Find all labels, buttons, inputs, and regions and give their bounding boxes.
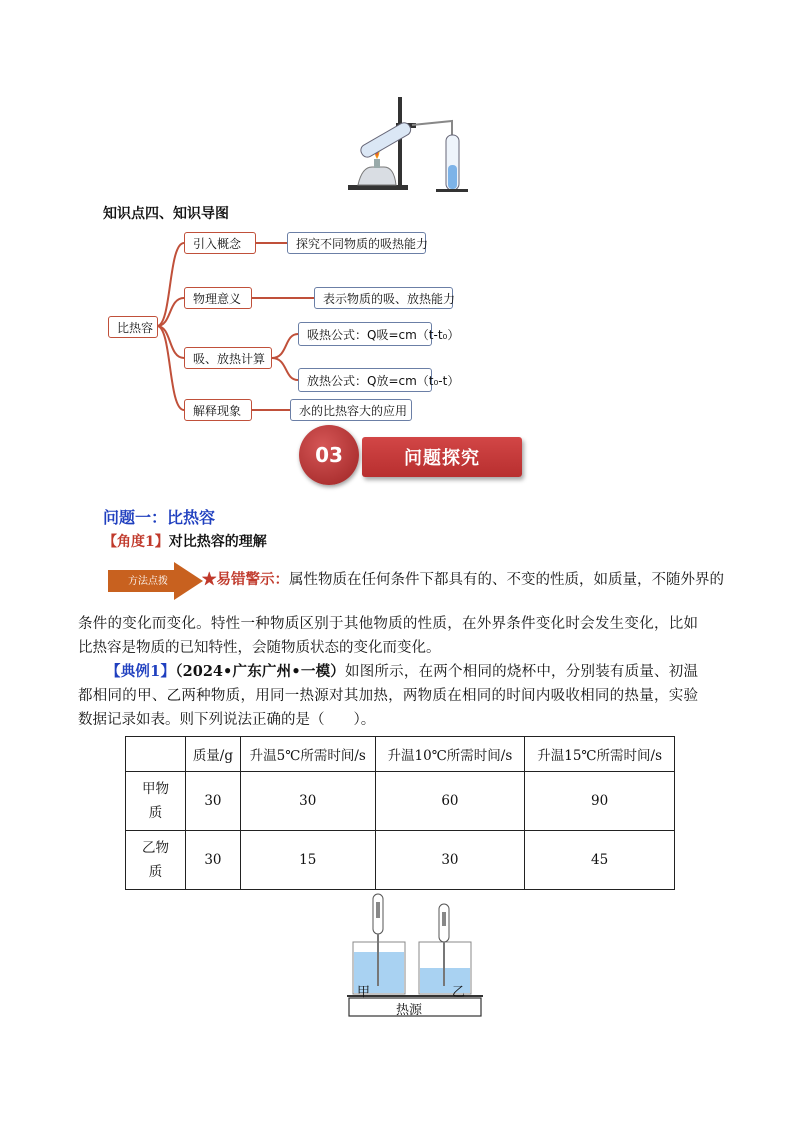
table-cell: 30 xyxy=(375,831,525,890)
heat-source-label: 热源 xyxy=(396,1003,423,1018)
table-header-cell: 升温10℃所需时间/s xyxy=(375,737,525,772)
table-header-cell: 质量/g xyxy=(185,737,240,772)
map-detail-meaning: 表示物质的吸、放热能力 xyxy=(314,287,453,309)
table-cell: 30 xyxy=(240,772,375,831)
table-cell: 乙物质 xyxy=(126,831,186,890)
table-header-cell xyxy=(126,737,186,772)
table-cell: 60 xyxy=(375,772,525,831)
knowledge-map-heading: 知识点四、知识导图 xyxy=(103,206,229,222)
table-cell: 甲物质 xyxy=(126,772,186,831)
map-detail-explain: 水的比热容大的应用 xyxy=(290,399,412,421)
warning-line-2: 条件的变化而变化。特性一种物质区别于其他物质的性质，在外界条件变化时会发生变化，比如比热容是物质的已知特性，会随物质状态的变化而变化。 xyxy=(78,616,698,656)
table-row xyxy=(126,772,675,831)
table-cell: 45 xyxy=(525,831,675,890)
map-root-node: 比热容 xyxy=(108,316,158,338)
table-cell: 30 xyxy=(185,772,240,831)
map-detail-intro: 探究不同物质的吸热能力 xyxy=(287,232,426,254)
map-formula-release: 放热公式：Q放=cm（t₀-t） xyxy=(298,368,432,392)
warning-line-1: ★易错警示：属性物质在任何条件下都具有的、不变的性质，如质量，不随外界的 xyxy=(202,571,724,588)
section-banner-title: 问题探究 xyxy=(362,437,522,477)
table-header-cell: 升温5℃所需时间/s xyxy=(240,737,375,772)
section-banner-number: 03 xyxy=(299,425,359,485)
table-cell: 15 xyxy=(240,831,375,890)
table-cell: 30 xyxy=(185,831,240,890)
table-header-cell: 升温15℃所需时间/s xyxy=(525,737,675,772)
map-branch-intro: 引入概念 xyxy=(184,232,256,254)
problem-title: 问题一：比热容 xyxy=(103,508,216,527)
table-row xyxy=(126,831,675,890)
method-tag: 方法点拨 xyxy=(128,576,168,587)
map-branch-calc: 吸、放热计算 xyxy=(184,347,272,369)
example-paragraph: 【典例1】（2024•广东广州•一模）如图所示，在两个相同的烧杯中，分别装有质量、初温都相同的甲、乙两种物质，用同一热源对其加热，两物质在相同的时间内吸收相同的热量，实验数据记录如表。则下列说法正确的是（ ）。 xyxy=(78,663,698,728)
table-header-row xyxy=(126,737,675,772)
table-cell: 90 xyxy=(525,772,675,831)
map-branch-explain: 解释现象 xyxy=(184,399,252,421)
beaker-label-b: 乙 xyxy=(452,985,466,1000)
beaker-label-a: 甲 xyxy=(357,985,371,1000)
map-branch-meaning: 物理意义 xyxy=(184,287,252,309)
angle-heading: 【角度1】对比热容的理解 xyxy=(103,534,267,550)
map-formula-absorb: 吸热公式：Q吸=cm（t-t₀） xyxy=(298,322,432,346)
experiment-data-table xyxy=(125,736,675,890)
